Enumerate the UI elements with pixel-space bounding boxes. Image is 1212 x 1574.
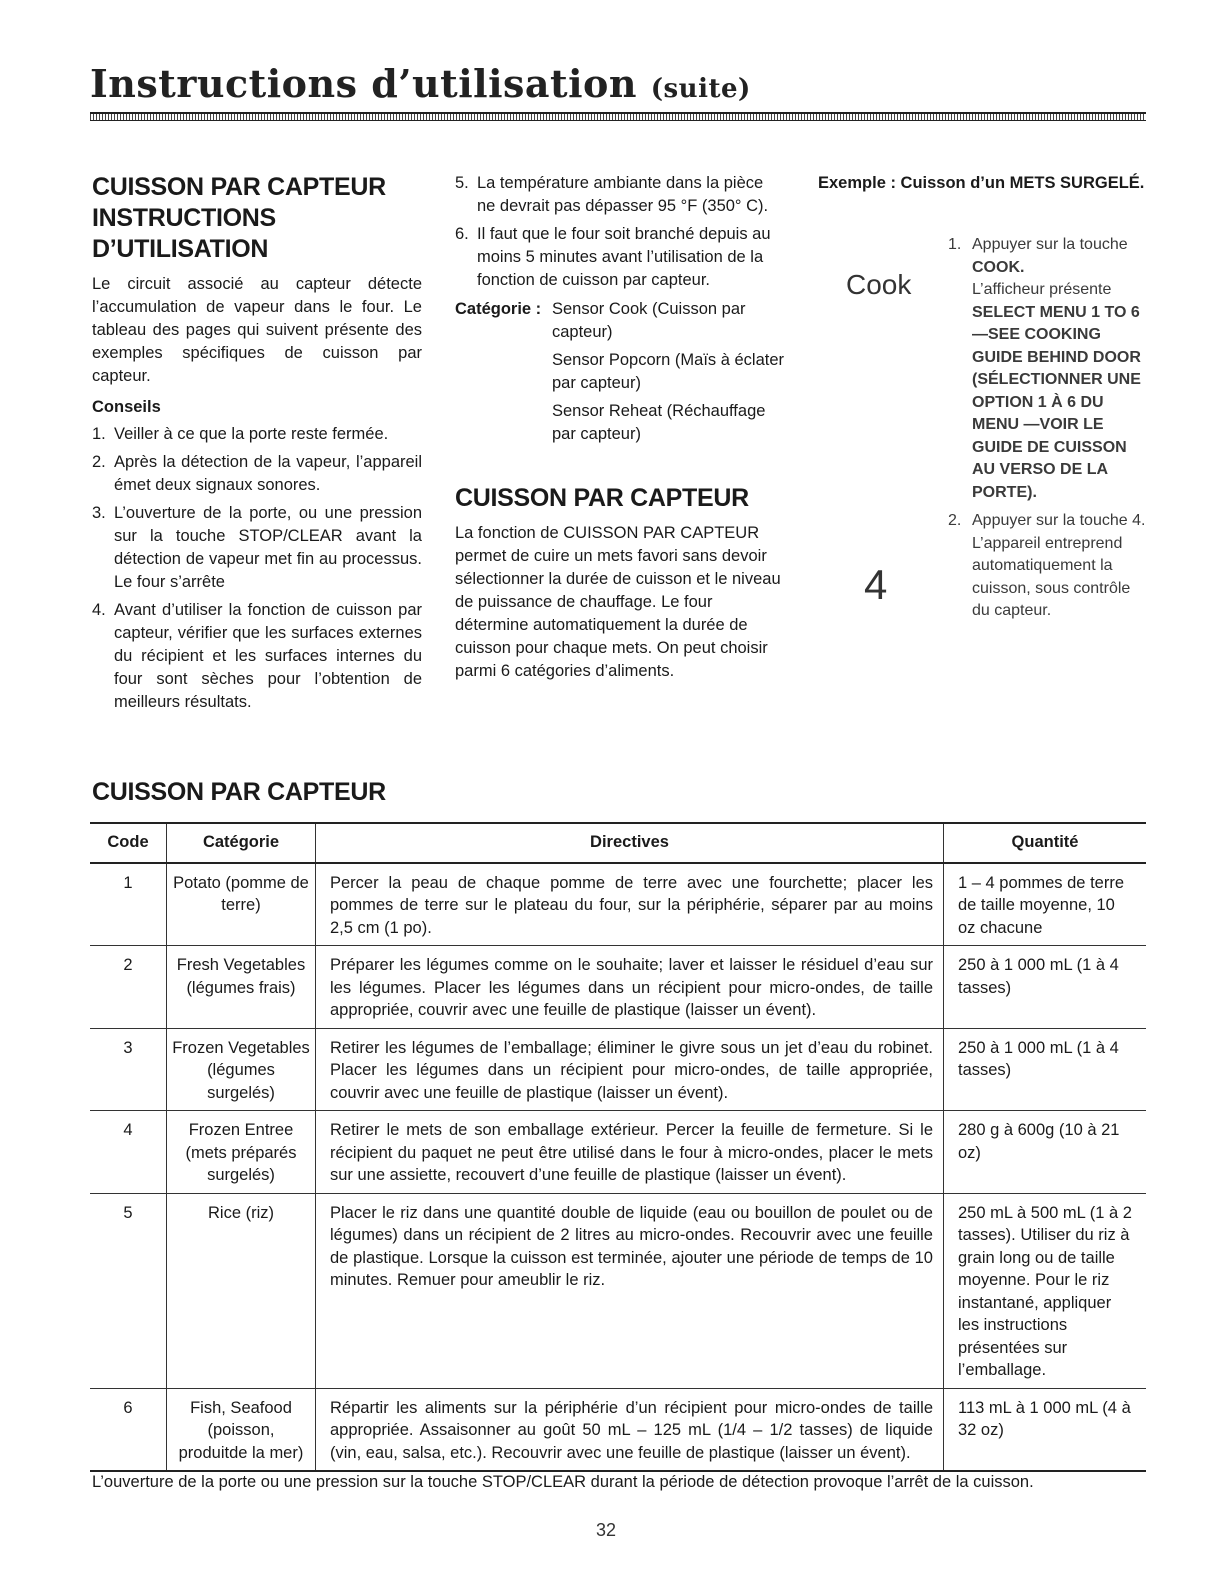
step-item: 1. Appuyer sur la touche COOK. L’afficheur présente SELECT MENU 1 TO 6 —SEE COOKING GUIDE BEHIND DOOR (SÉLECTIONNER UNE OPTION 1 À 6 DU MENU —VOIR LE GUIDE DE CUISSON AU VERSO DE LA PORTE). [948,234,1148,504]
table-row [90,1193,1146,1388]
step-display-intro: L’afficheur présente [972,281,1112,298]
step-result: L’appareil entreprend automatiquement la cuisson, sous contrôle du capteur. [972,534,1131,619]
display-readout: SELECT MENU 1 TO 6 —SEE COOKING GUIDE BEHIND DOOR (SÉLECTIONNER UNE OPTION 1 À 6 DU MENU —VOIR LE GUIDE DE CUISSON AU VERSO DE LA PORTE). [972,303,1141,501]
step-key-name: COOK. [972,258,1025,276]
category-cell: Fish, Seafood (poisson, produitde la mer) [167,1388,316,1471]
intro-title-line: INSTRUCTIONS [92,204,276,232]
quantity-cell: 250 à 1 000 mL (1 à 4 tasses) [944,946,1147,1029]
table-row [90,1028,1146,1111]
directives-cell: Retirer les légumes de l’emballage; éliminer le givre sous un jet d’eau du robinet. Placer les légumes dans un récipient pour micro-ondes, de taille appropriée, couvrir avec une feuille de plastique (laisser un évent). [316,1028,944,1111]
sensor-section-paragraph: La fonction de CUISSON PAR CAPTEUR permet de cuire un mets favori sans devoir sélectionner la durée de cuisson et le niveau de puissance de chauffage. Le four détermine automatiquement la durée de cuisson pour chaque mets. On peut choisir parmi 6 catégories d’aliments. [455,524,781,680]
code-cell: 4 [90,1111,167,1194]
footnote: L’ouverture de la porte ou une pression sur la touche STOP/CLEAR durant la période de détection provoque l’arrêt de la cuisson. [92,1473,1034,1491]
code-cell: 6 [90,1388,167,1471]
column-header-category: Catégorie [167,823,316,863]
table-row [90,1388,1146,1471]
column-header-code: Code [90,823,167,863]
cook-key-label: Cook [846,269,912,300]
column-header-directives: Directives [316,823,944,863]
directives-cell: Placer le riz dans une quantité double de liquide (eau ou bouillon de poulet ou de légumes) dans un récipient de 2 litres au micro-ondes. Recouvrir avec une feuille de plastique. Lorsque la cuisson est terminée, ajouter une période de temps de 10 minutes. Remuer pour ameublir le riz. [316,1193,944,1388]
tip-item: 3. L’ouverture de la porte, ou une pression sur la touche STOP/CLEAR avant la détection de vapeur met fin au processus. Le four s’arrête [92,504,422,591]
page-title-suffix: (suite) [650,74,751,104]
directives-cell: Percer la peau de chaque pomme de terre avec une fourchette; placer les pommes de terre sur le plateau du four, sur la périphérie, séparer par au moins 2,5 cm (1 po). [316,863,944,946]
page-header [90,62,1146,111]
category-item: Sensor Cook (Cuisson par capteur) [552,300,746,341]
category-item: Sensor Reheat (Réchauffage par capteur) [552,402,766,443]
quantity-cell: 250 mL à 500 mL (1 à 2 tasses). Utiliser du riz à grain long ou de taille moyenne. Pour le riz instantané, appliquer les instructions présentées sur l’emballage. [944,1193,1147,1388]
quantity-cell: 250 à 1 000 mL (1 à 4 tasses) [944,1028,1147,1111]
quantity-cell: 280 g à 600g (10 à 21 oz) [944,1111,1147,1194]
step-list [948,234,1148,629]
page-title-text: Instructions d’utilisation [90,61,637,106]
header-rule [90,112,1146,121]
directives-cell: Retirer le mets de son emballage extérieur. Percer la feuille de fermeture. Si le récipient du paquet ne peut être utilisé dans le four à micro-ondes, placer le mets sur une assiette, recouvert d’une feuille de plastique (laisser un évent). [316,1111,944,1194]
category-cell: Frozen Vegetables (légumes surgelés) [167,1028,316,1111]
intro-column [92,172,422,719]
category-cell: Rice (riz) [167,1193,316,1388]
category-cell: Potato (pomme de terre) [167,863,316,946]
category-list [455,298,785,451]
page-number: 32 [595,1520,617,1540]
quantity-cell: 1 – 4 pommes de terre de taille moyenne, 10 oz chacune [944,863,1147,946]
tip-item: 6. Il faut que le four soit branché depuis au moins 5 minutes avant l’utilisation de la fonction de cuisson par capteur. [455,225,771,289]
example-title: Exemple : Cuisson d’un METS SURGELÉ. [818,174,1145,192]
code-cell: 3 [90,1028,167,1111]
page-title [90,62,1146,111]
tip-item: 2. Après la détection de la vapeur, l’appareil émet deux signaux sonores. [92,453,422,494]
intro-title-line: CUISSON PAR CAPTEUR [92,173,386,201]
code-cell: 5 [90,1193,167,1388]
intro-title [92,172,422,265]
sensor-cook-table [90,822,1146,1472]
example-column [818,172,1148,619]
directives-cell: Répartir les aliments sur la périphérie d’un récipient pour micro-ondes de taille appropriée. Assaisonner au goût 50 mL – 125 mL (1/4 – 1/2 tasses) de liquide (vin, eau, salsa, etc.). Recouvrir avec une feuille de plastique (laisser un évent). [316,1388,944,1471]
step-item: 2. Appuyer sur la touche 4. L’appareil entreprend automatiquement la cuisson, sous contrôle du capteur. [948,510,1148,623]
category-cell: Frozen Entree (mets préparés surgelés) [167,1111,316,1194]
tip-item: 4. Avant d’utiliser la fonction de cuisson par capteur, vérifier que les surfaces externes du récipient et les surfaces internes du four sont sèches pour l’obtention de meilleurs résultats. [92,601,422,711]
table-row [90,863,1146,946]
tips-heading: Conseils [92,398,161,416]
tip-item: 1. Veiller à ce que la porte reste fermée. [92,425,389,443]
intro-paragraph: Le circuit associé au capteur détecte l’accumulation de vapeur dans le four. Le tableau des pages qui suivent présente des exemples spécifiques de cuisson par capteur. [92,275,422,385]
table-row [90,1111,1146,1194]
tip-item: 5. La température ambiante dans la pièce ne devrait pas dépasser 95 °F (350° C). [455,174,769,215]
table-header-row [90,823,1146,863]
sensor-section-title: CUISSON PAR CAPTEUR [455,484,749,512]
code-cell: 1 [90,863,167,946]
category-cell: Fresh Vegetables (légumes frais) [167,946,316,1029]
intro-title-line: D’UTILISATION [92,235,269,263]
tips-list-continued [455,172,785,292]
middle-column [455,172,785,683]
number-key-label: 4 [864,561,888,608]
directives-cell: Préparer les légumes comme on le souhaite; laver et laisser le résiduel d’eau sur les légumes. Placer les légumes dans un récipient pour micro-ondes, de taille appropriée, couvrir avec une feuille de plastique (laisser un évent). [316,946,944,1029]
table-row [90,946,1146,1029]
quantity-cell: 113 mL à 1 000 mL (4 à 32 oz) [944,1388,1147,1471]
table-title: CUISSON PAR CAPTEUR [92,778,386,806]
tips-list [92,423,422,714]
category-item: Sensor Popcorn (Maïs à éclater par capteur) [552,351,785,392]
category-label: Catégorie : [455,300,542,318]
code-cell: 2 [90,946,167,1029]
column-header-quantity: Quantité [944,823,1147,863]
